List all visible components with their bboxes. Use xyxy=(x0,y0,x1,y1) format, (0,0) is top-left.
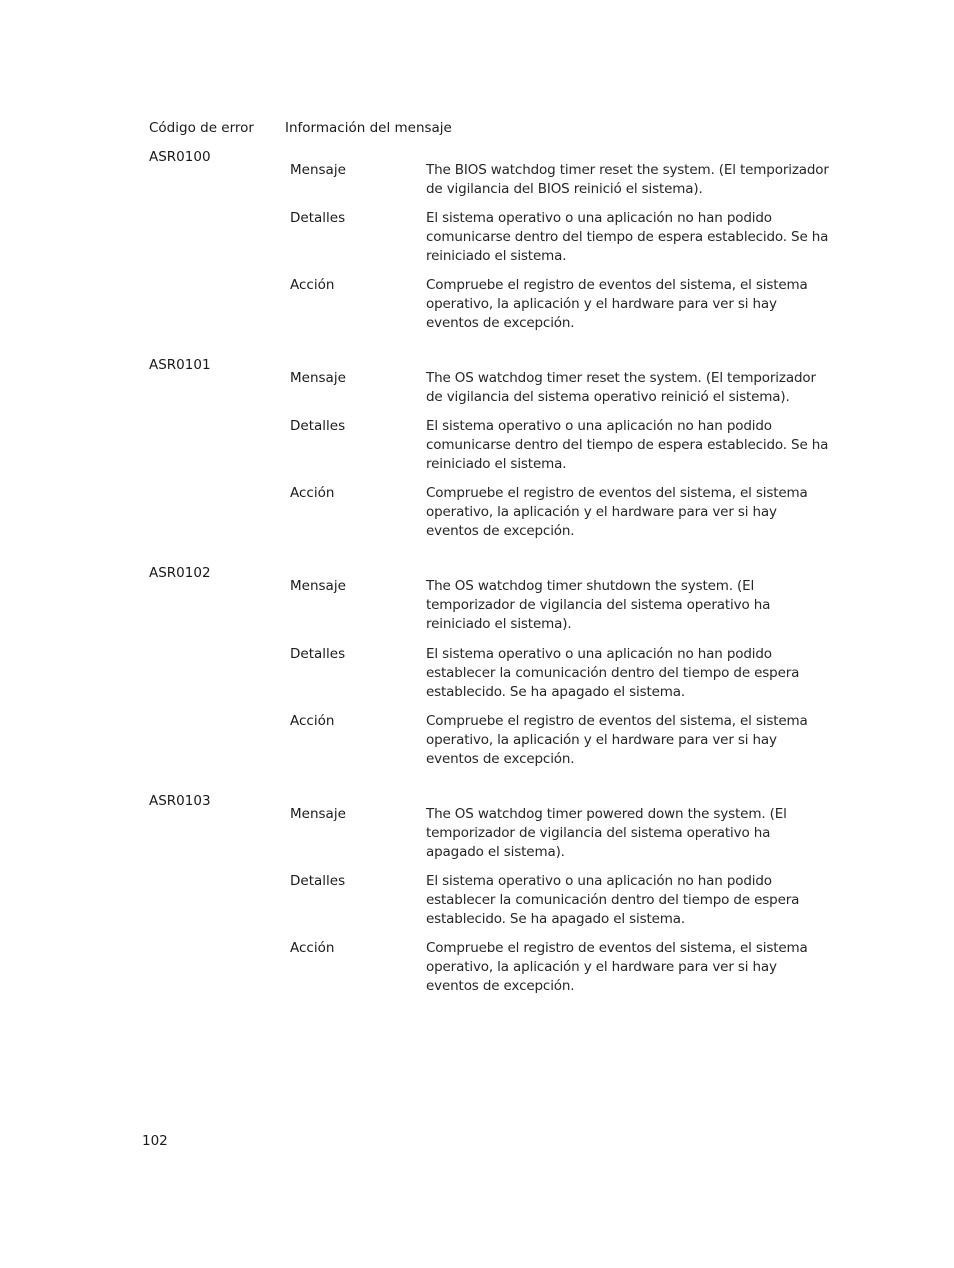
detalles-text: El sistema operativo o una aplicación no han podido comunicarse dentro del tiempo de espera establecido. Se ha reiniciado el sistema. xyxy=(426,210,829,265)
label-mensaje: Mensaje xyxy=(290,370,346,386)
label-accion: Acción xyxy=(290,277,335,293)
error-code: ASR0103 xyxy=(149,793,211,809)
label-accion: Acción xyxy=(290,485,335,501)
header-error-code: Código de error xyxy=(149,120,254,136)
detalles-text: El sistema operativo o una aplicación no han podido establecer la comunicación dentro del tiempo de espera establecido. Se ha apagado el sistema. xyxy=(426,646,800,701)
error-code: ASR0101 xyxy=(149,357,211,373)
label-mensaje: Mensaje xyxy=(290,578,346,594)
label-mensaje: Mensaje xyxy=(290,162,346,178)
label-detalles: Detalles xyxy=(290,418,346,434)
label-mensaje: Mensaje xyxy=(290,806,346,822)
mensaje-text: The OS watchdog timer shutdown the system. (El temporizador de vigilancia del sistema operativo ha reiniciado el sistema). xyxy=(426,578,771,633)
accion-text: Compruebe el registro de eventos del sistema, el sistema operativo, la aplicación y el hardware para ver si hay eventos de excepción. xyxy=(426,940,808,995)
label-detalles: Detalles xyxy=(290,646,346,662)
mensaje-text: The BIOS watchdog timer reset the system. (El temporizador de vigilancia del BIOS reinició el sistema). xyxy=(426,162,829,198)
label-detalles: Detalles xyxy=(290,873,346,889)
label-accion: Acción xyxy=(290,713,335,729)
accion-text: Compruebe el registro de eventos del sistema, el sistema operativo, la aplicación y el hardware para ver si hay eventos de excepción. xyxy=(426,485,808,540)
error-code: ASR0100 xyxy=(149,149,211,165)
label-accion: Acción xyxy=(290,940,335,956)
error-code: ASR0102 xyxy=(149,565,211,581)
page-number: 102 xyxy=(142,1133,168,1149)
accion-text: Compruebe el registro de eventos del sistema, el sistema operativo, la aplicación y el hardware para ver si hay eventos de excepción. xyxy=(426,277,808,332)
header-message-info: Información del mensaje xyxy=(285,120,452,136)
detalles-text: El sistema operativo o una aplicación no han podido establecer la comunicación dentro del tiempo de espera establecido. Se ha apagado el sistema. xyxy=(426,873,800,928)
accion-text: Compruebe el registro de eventos del sistema, el sistema operativo, la aplicación y el hardware para ver si hay eventos de excepción. xyxy=(426,713,808,768)
label-detalles: Detalles xyxy=(290,210,346,226)
mensaje-text: The OS watchdog timer powered down the system. (El temporizador de vigilancia del sistema operativo ha apagado el sistema). xyxy=(426,806,787,861)
detalles-text: El sistema operativo o una aplicación no han podido comunicarse dentro del tiempo de espera establecido. Se ha reiniciado el sistema. xyxy=(426,418,829,473)
mensaje-text: The OS watchdog timer reset the system. (El temporizador de vigilancia del sistema operativo reinició el sistema). xyxy=(426,370,816,406)
